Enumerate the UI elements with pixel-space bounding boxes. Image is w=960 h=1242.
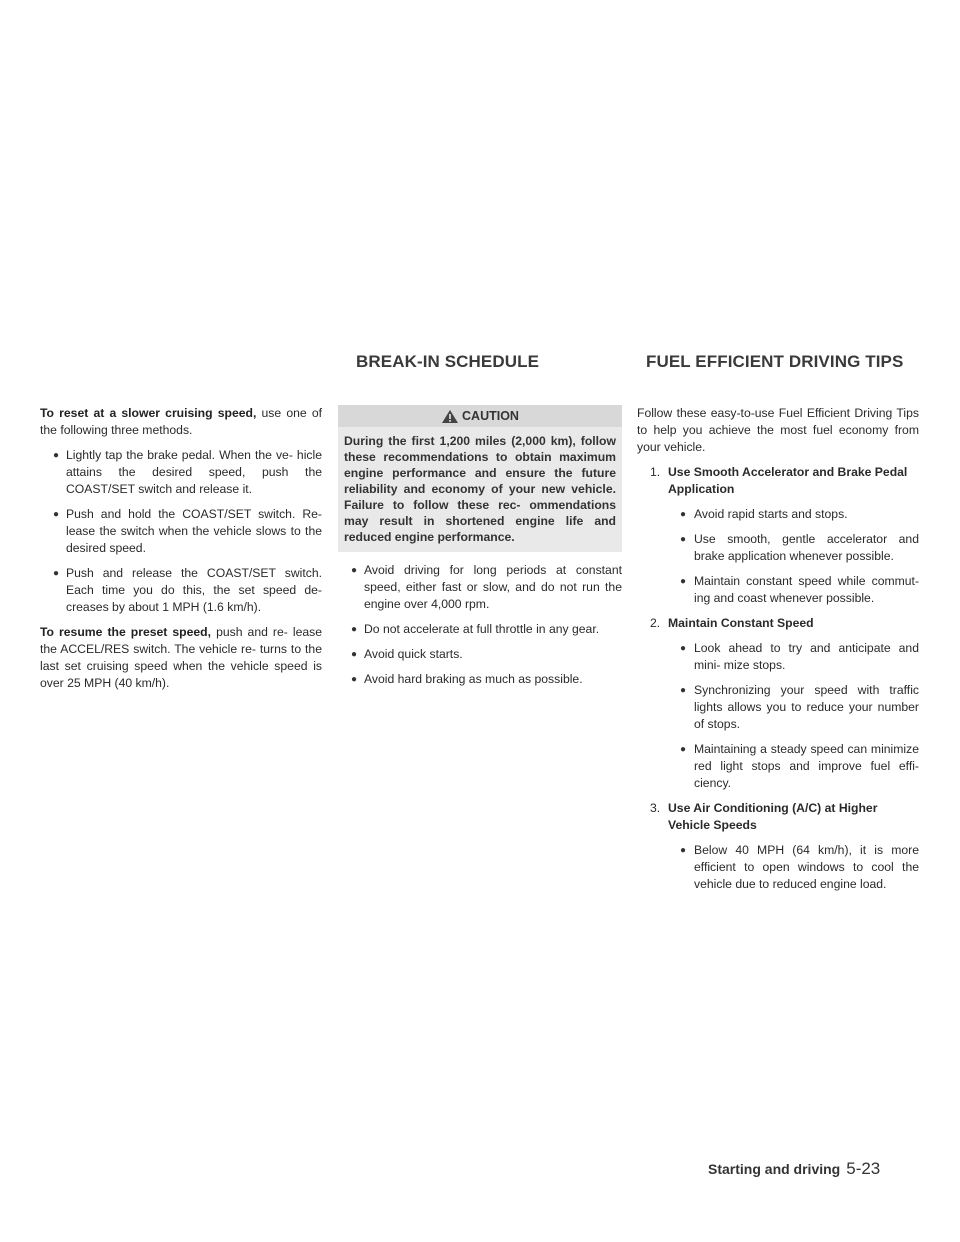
list-item: ● Do not accelerate at full throttle in any gear. [338, 621, 622, 638]
break-in-bullet-list [338, 562, 622, 688]
numbered-item [637, 464, 919, 607]
caution-header [338, 405, 622, 427]
list-item: ● Maintain constant speed while commut- ing and coast whenever possible. [668, 573, 919, 607]
warning-icon [441, 409, 459, 424]
reset-text: use one of the following three methods. [40, 406, 322, 437]
numbered-item [637, 800, 919, 893]
list-item: ● Avoid quick starts. [338, 646, 622, 663]
item-bullet-list [668, 842, 919, 893]
list-item: ● Push and release the COAST/SET switch. Each time you do this, the set speed de- creases by about 1 MPH (1.6 km/h). [40, 565, 322, 616]
column-fuel-tips [637, 405, 919, 901]
item-title: Use Smooth Accelerator and Brake Pedal Application [668, 465, 908, 496]
column-break-in [338, 405, 622, 696]
item-bullet-list [668, 640, 919, 792]
footer-section: Starting and driving [708, 1161, 841, 1177]
reset-paragraph [40, 405, 322, 439]
item-title: Maintain Constant Speed [668, 616, 814, 630]
list-item: ● Look ahead to try and anticipate and mini- mize stops. [668, 640, 919, 674]
numbered-item [637, 615, 919, 792]
fuel-tips-heading: FUEL EFFICIENT DRIVING TIPS [646, 352, 904, 371]
list-item: ● Synchronizing your speed with traffic lights allows you to reduce your number of stops. [668, 682, 919, 733]
reset-lead: To reset at a slower cruising speed, [40, 406, 257, 420]
list-item: ● Push and hold the COAST/SET switch. Re- lease the switch when the vehicle slows to the desired speed. [40, 506, 322, 557]
list-item: ● Below 40 MPH (64 km/h), it is more efficient to open windows to cool the vehicle due to reduced engine load. [668, 842, 919, 893]
list-item: ● Avoid driving for long periods at constant speed, either fast or slow, and do not run the engine over 4,000 rpm. [338, 562, 622, 613]
reset-bullet-list [40, 447, 322, 616]
page-footer [708, 1159, 880, 1179]
resume-text: push and re- lease the ACCEL/RES switch. The vehicle re- turns to the last set cruising speed when the vehicle speed is over 25 MPH (40 km/h). [40, 625, 323, 690]
break-in-heading: BREAK-IN SCHEDULE [356, 352, 540, 371]
page-number: 5-23 [846, 1159, 881, 1178]
fuel-tips-intro: Follow these easy-to-use Fuel Efficient Driving Tips to help you achieve the most fuel economy from your vehicle. [637, 406, 919, 454]
caution-text: During the first 1,200 miles (2,000 km), follow these recommendations to obtain maximum engine performance and ensure the future reliability and economy of your new vehicle. Failure to follow these rec- ommendations may result in shortened engine life and reduced engine performance. [338, 427, 622, 552]
item-number: 3. [650, 801, 661, 815]
list-item: ● Maintaining a steady speed can minimize red light stops and improve fuel effi- ciency. [668, 741, 919, 792]
item-number: 1. [650, 465, 661, 479]
resume-lead: To resume the preset speed, [40, 625, 212, 639]
item-number: 2. [650, 616, 661, 630]
caution-label: CAUTION [462, 408, 519, 423]
item-bullet-list [668, 506, 919, 607]
list-item: ● Avoid hard braking as much as possible. [338, 671, 622, 688]
item-title: Use Air Conditioning (A/C) at Higher Vehicle Speeds [668, 801, 878, 832]
list-item: ● Use smooth, gentle accelerator and brake application whenever possible. [668, 531, 919, 565]
resume-paragraph [40, 624, 322, 692]
fuel-tips-list [637, 464, 919, 893]
list-item: ● Avoid rapid starts and stops. [668, 506, 919, 523]
list-item: ● Lightly tap the brake pedal. When the ve- hicle attains the desired speed, push the COAST/SET switch and release it. [40, 447, 322, 498]
column-cruise-reset [40, 405, 322, 700]
